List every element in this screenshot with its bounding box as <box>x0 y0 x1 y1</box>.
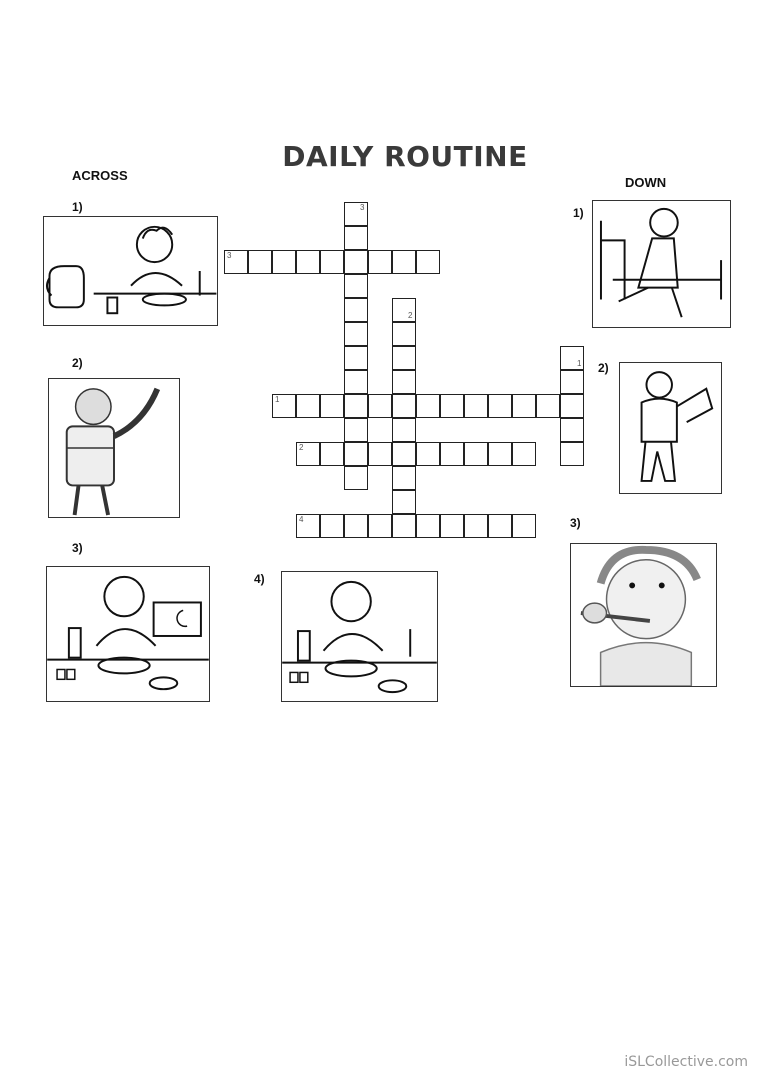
grid-cell[interactable] <box>560 346 584 370</box>
grid-cell[interactable] <box>416 250 440 274</box>
grid-cell[interactable] <box>320 250 344 274</box>
grid-cell[interactable] <box>416 514 440 538</box>
across-clue-4-number: 4) <box>254 572 265 586</box>
grid-cell[interactable] <box>344 274 368 298</box>
grid-cell[interactable] <box>560 418 584 442</box>
grid-cell[interactable] <box>344 322 368 346</box>
grid-cell[interactable] <box>320 514 344 538</box>
grid-cell[interactable] <box>488 514 512 538</box>
grid-cell[interactable] <box>344 514 368 538</box>
grid-cell[interactable] <box>344 202 368 226</box>
across-4-start-number: 4 <box>299 515 304 524</box>
grid-cell[interactable] <box>392 370 416 394</box>
grid-cell[interactable] <box>344 226 368 250</box>
grid-cell[interactable] <box>560 394 584 418</box>
down-heading: DOWN <box>625 175 667 190</box>
grid-cell[interactable] <box>512 442 536 466</box>
grid-cell[interactable] <box>560 442 584 466</box>
across-2-start-number: 2 <box>299 443 304 452</box>
grid-cell[interactable] <box>224 250 248 274</box>
grid-cell[interactable] <box>464 514 488 538</box>
grid-cell[interactable] <box>296 442 320 466</box>
grid-cell[interactable] <box>248 250 272 274</box>
grid-cell[interactable] <box>344 418 368 442</box>
site-watermark: iSLCollective.com <box>624 1054 748 1070</box>
grid-cell[interactable] <box>368 442 392 466</box>
grid-cell[interactable] <box>392 346 416 370</box>
grid-cell[interactable] <box>320 442 344 466</box>
grid-cell[interactable] <box>368 514 392 538</box>
across-clue-2-number: 2) <box>72 356 83 370</box>
grid-cell[interactable] <box>344 250 368 274</box>
across-clue-3-number: 3) <box>72 541 83 555</box>
grid-cell[interactable] <box>296 250 320 274</box>
grid-cell[interactable] <box>512 394 536 418</box>
grid-cell[interactable] <box>344 394 368 418</box>
down-2-start-number: 2 <box>408 311 413 320</box>
grid-cell[interactable] <box>296 394 320 418</box>
grid-cell[interactable] <box>344 466 368 490</box>
grid-cell[interactable] <box>344 442 368 466</box>
grid-cell[interactable] <box>488 442 512 466</box>
grid-cell[interactable] <box>392 250 416 274</box>
across-clue-1-number: 1) <box>72 200 83 214</box>
down-clue-2-number: 2) <box>598 361 609 375</box>
grid-cell[interactable] <box>272 394 296 418</box>
grid-cell[interactable] <box>440 394 464 418</box>
grid-cell[interactable] <box>392 490 416 514</box>
down-clue-1-number: 1) <box>573 206 584 220</box>
grid-cell[interactable] <box>464 394 488 418</box>
grid-cell[interactable] <box>320 394 344 418</box>
grid-cell[interactable] <box>344 346 368 370</box>
across-3-start-number: 3 <box>227 251 232 260</box>
grid-cell[interactable] <box>536 394 560 418</box>
grid-cell[interactable] <box>392 442 416 466</box>
grid-cell[interactable] <box>344 370 368 394</box>
across-heading: ACROSS <box>72 168 128 183</box>
grid-cell[interactable] <box>392 322 416 346</box>
down-1-start-number: 1 <box>577 359 582 368</box>
down-clue-3-number: 3) <box>570 516 581 530</box>
grid-cell[interactable] <box>368 394 392 418</box>
grid-cell[interactable] <box>560 370 584 394</box>
grid-cell[interactable] <box>440 442 464 466</box>
grid-cell[interactable] <box>416 394 440 418</box>
grid-cell[interactable] <box>392 394 416 418</box>
grid-cell[interactable] <box>392 466 416 490</box>
grid-cell[interactable] <box>368 250 392 274</box>
grid-cell[interactable] <box>416 442 440 466</box>
grid-cell[interactable] <box>272 250 296 274</box>
grid-cell[interactable] <box>392 298 416 322</box>
grid-cell[interactable] <box>488 394 512 418</box>
grid-cell[interactable] <box>512 514 536 538</box>
down-3-start-number: 3 <box>360 203 365 212</box>
grid-cell[interactable] <box>464 442 488 466</box>
grid-cell[interactable] <box>296 514 320 538</box>
grid-cell[interactable] <box>392 514 416 538</box>
grid-cell[interactable] <box>344 298 368 322</box>
page-title: DAILY ROUTINE <box>282 140 528 173</box>
grid-cell[interactable] <box>392 418 416 442</box>
across-1-start-number: 1 <box>275 395 280 404</box>
grid-cell[interactable] <box>440 514 464 538</box>
